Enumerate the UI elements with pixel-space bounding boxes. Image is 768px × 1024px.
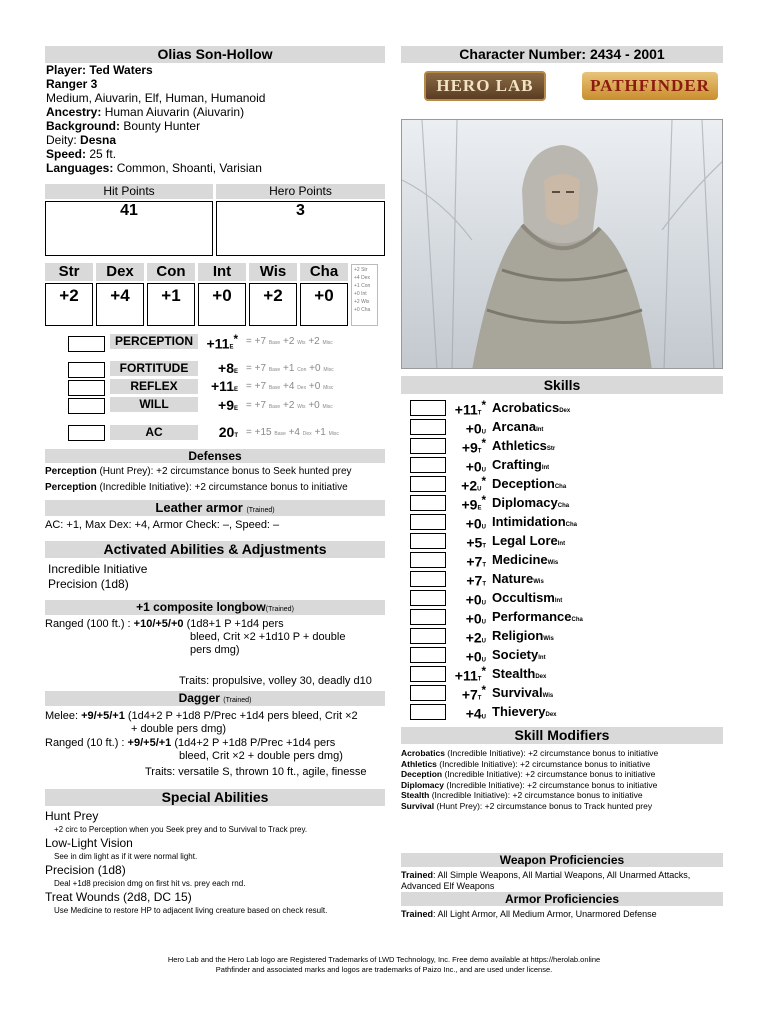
- ability-label-str: Str: [45, 263, 93, 281]
- reflex-label: REFLEX: [110, 379, 198, 394]
- longbow-traits: Traits: propulsive, volley 30, deadly d10: [179, 675, 372, 687]
- skill-value: +11T*: [454, 665, 486, 684]
- skill-value: +9T*: [461, 437, 486, 456]
- ability-value-str: +2: [45, 283, 93, 326]
- modifier-line: Deception (Incredible Initiative): +2 circumstance bonus to initiative: [401, 769, 656, 779]
- ac-value: 20T: [218, 424, 238, 440]
- footer: [0, 955, 768, 975]
- fortitude-value: +8E: [218, 360, 238, 376]
- armor-header: Leather armor (Trained): [45, 500, 385, 516]
- activated-list: [48, 562, 147, 592]
- pathfinder-logo: PATHFINDER: [582, 72, 718, 100]
- skill-value: +0U: [465, 648, 486, 665]
- ac-box[interactable]: [68, 425, 105, 441]
- ability-label-con: Con: [147, 263, 195, 281]
- background-line: Background: Bounty Hunter: [46, 119, 201, 133]
- longbow-header: +1 composite longbow(Trained): [45, 600, 385, 615]
- character-number: Character Number: 2434 - 2001: [401, 46, 723, 63]
- skill-name: ThieveryDex: [492, 704, 557, 719]
- armor-stats: AC: +1, Max Dex: +4, Armor Check: –, Speed: –: [45, 519, 280, 531]
- hit-points-value: 41: [120, 202, 138, 219]
- modifier-line: Diplomacy (Incredible Initiative): +2 circumstance bonus to initiative: [401, 779, 658, 790]
- boost-con: +1 Con: [354, 283, 371, 289]
- dagger-melee: Melee: +9/+5/+1 (1d4+2 P +1d8 P/Prec +1d4 pers bleed, Crit ×2: [45, 710, 358, 722]
- character-name: Olias Son-Hollow: [45, 46, 385, 63]
- class-level: Ranger 3: [46, 77, 98, 91]
- boost-int: +0 Int: [354, 291, 367, 297]
- skill-name: MedicineWis: [492, 552, 559, 567]
- perception-label: PERCEPTION: [110, 334, 198, 349]
- ability-label-int: Int: [198, 263, 246, 281]
- fortitude-calc: = +7 Base +1 Con +0 Misc: [246, 363, 334, 374]
- skill-value: +0U: [465, 420, 486, 437]
- character-portrait: [401, 119, 723, 369]
- hero-points-box[interactable]: [216, 201, 385, 256]
- special-header: Special Abilities: [45, 789, 385, 806]
- skill-value: +0U: [465, 610, 486, 627]
- portrait-illustration: [402, 120, 723, 369]
- skill-name: ReligionWis: [492, 628, 554, 643]
- player-line: Player: Ted Waters: [46, 63, 153, 77]
- dagger-ranged-cont: bleed, Crit ×2 + double pers dmg): [179, 750, 343, 762]
- skill-name: DeceptionCha: [492, 476, 567, 491]
- ability-label-wis: Wis: [249, 263, 297, 281]
- ac-label: AC: [110, 425, 198, 440]
- traits-line: Medium, Aiuvarin, Elf, Human, Humanoid: [46, 91, 266, 105]
- ability-value-wis: +2: [249, 283, 297, 326]
- skill-name: IntimidationCha: [492, 514, 578, 529]
- will-value: +9E: [218, 397, 238, 413]
- will-label: WILL: [110, 397, 198, 412]
- ability-value-con: +1: [147, 283, 195, 326]
- ability-boosts-box: [351, 264, 378, 326]
- skill-value: +5T: [466, 534, 486, 551]
- perception-value: +11E*: [206, 333, 238, 352]
- footer-line-2: Pathfinder and associated marks and logos are trademarks of Paizo Inc., and are used under license.: [215, 965, 553, 974]
- boost-str: +2 Str: [354, 267, 368, 273]
- dagger-header: Dagger (Trained): [45, 691, 385, 706]
- activated-item[interactable]: Incredible Initiative: [48, 562, 148, 576]
- skill-name: NatureWis: [492, 571, 544, 586]
- hit-points-box[interactable]: [45, 201, 213, 256]
- skill-name: AcrobaticsDex: [492, 400, 571, 415]
- skill-name: SocietyInt: [492, 647, 546, 662]
- modifier-line: Acrobatics (Incredible Initiative): +2 circumstance bonus to initiative: [401, 748, 659, 758]
- ability-label-dex: Dex: [96, 263, 144, 281]
- ability-label-cha: Cha: [300, 263, 348, 281]
- activated-header: Activated Abilities & Adjustments: [45, 541, 385, 558]
- skill-name: StealthDex: [492, 666, 547, 681]
- skills-header: Skills: [401, 376, 723, 394]
- weapon-prof-header: Weapon Proficiencies: [401, 853, 723, 867]
- armor-prof-text: Trained: All Light Armor, All Medium Armor, Unarmored Defense: [401, 909, 657, 919]
- reflex-value: +11E: [211, 378, 238, 394]
- perception-calc: = +7 Base +2 Wis +2 Misc: [246, 336, 333, 347]
- skill-value: +0U: [465, 515, 486, 532]
- skill-name: SurvivalWis: [492, 685, 554, 700]
- languages-line: Languages: Common, Shoanti, Varisian: [46, 161, 262, 175]
- boost-wis: +2 Wis: [354, 299, 370, 305]
- longbow-ranged: Ranged (100 ft.) : +10/+5/+0 (1d8+1 P +1d4 pers: [45, 618, 284, 630]
- longbow-ranged-cont: bleed, Crit ×2 +1d10 P + double pers dmg): [190, 631, 346, 656]
- special-list: [45, 809, 385, 917]
- special-item: Treat Wounds (2d8, DC 15) Use Medicine to restore HP to adjacent living creature based on check result.: [45, 890, 328, 915]
- armor-prof-header: Armor Proficiencies: [401, 892, 723, 906]
- skill-value: +4U: [465, 705, 486, 722]
- weapon-prof-text: Trained: All Simple Weapons, All Martial Weapons, All Unarmed Attacks, Advanced Elf Weapons: [401, 870, 691, 891]
- reflex-calc: = +7 Base +4 Dex +0 Misc: [246, 381, 334, 392]
- modifier-line: Stealth (Incredible Initiative): +2 circumstance bonus to initiative: [401, 790, 643, 800]
- skill-name: PerformanceCha: [492, 609, 583, 624]
- perception-box[interactable]: [68, 336, 105, 352]
- fortitude-box[interactable]: [68, 362, 105, 378]
- skill-name: CraftingInt: [492, 457, 550, 472]
- hero-points-value: 3: [296, 202, 305, 219]
- skill-value: +0U: [465, 458, 486, 475]
- ability-value-int: +0: [198, 283, 246, 326]
- skill-modifiers-header: Skill Modifiers: [401, 727, 723, 744]
- special-item: Low-Light Vision See in dim light as if it were normal light.: [45, 836, 198, 861]
- boost-dex: +4 Dex: [354, 275, 370, 281]
- reflex-box[interactable]: [68, 380, 105, 396]
- skill-value: +2U: [465, 629, 486, 646]
- dagger-traits: Traits: versatile S, thrown 10 ft., agile, finesse: [145, 766, 367, 778]
- skill-value: +9E*: [461, 494, 486, 513]
- skill-name: DiplomacyCha: [492, 495, 570, 510]
- skill-name: OccultismInt: [492, 590, 563, 605]
- special-item: Precision (1d8) Deal +1d8 precision dmg on first hit vs. prey each rnd.: [45, 863, 246, 888]
- ability-value-cha: +0: [300, 283, 348, 326]
- will-calc: = +7 Base +2 Wis +0 Misc: [246, 400, 333, 411]
- skill-name: Legal LoreInt: [492, 533, 566, 548]
- special-item: Hunt Prey +2 circ to Perception when you Seek prey and to Survival to Track prey.: [45, 809, 308, 834]
- ac-calc: = +15 Base +4 Dex +1 Misc: [246, 427, 339, 438]
- dagger-ranged: Ranged (10 ft.) : +9/+5/+1 (1d4+2 P +1d8 P/Prec +1d4 pers: [45, 737, 336, 749]
- defense-line-1: Perception (Hunt Prey): +2 circumstance bonus to Seek hunted prey: [45, 466, 352, 477]
- fortitude-label: FORTITUDE: [110, 361, 198, 376]
- dagger-melee-cont: + double pers dmg): [131, 723, 227, 735]
- skill-value: +7T: [466, 553, 486, 570]
- ancestry-line: Ancestry: Human Aiuvarin (Aiuvarin): [46, 105, 245, 119]
- skill-name: AthleticsStr: [492, 438, 556, 453]
- will-box[interactable]: [68, 398, 105, 414]
- speed-line: Speed: 25 ft.: [46, 147, 117, 161]
- hero-points-label: Hero Points: [216, 184, 385, 199]
- skill-name: ArcanaInt: [492, 419, 544, 434]
- ability-value-dex: +4: [96, 283, 144, 326]
- footer-line-1: Hero Lab and the Hero Lab logo are Registered Trademarks of LWD Technology, Inc. Free demo available at https://herolab.online: [167, 955, 601, 964]
- boost-cha: +0 Cha: [354, 307, 371, 313]
- character-info: [46, 63, 386, 175]
- hit-points-label: Hit Points: [45, 184, 213, 199]
- skill-value: +11T*: [454, 399, 486, 418]
- defense-line-2: Perception (Incredible Initiative): +2 circumstance bonus to initiative: [45, 482, 348, 493]
- defenses-header: Defenses: [45, 449, 385, 463]
- activated-item[interactable]: Precision (1d8): [48, 577, 129, 591]
- skill-modifiers-list: [401, 748, 658, 811]
- skill-value: +2U*: [461, 475, 486, 494]
- skill-value: +7T: [466, 572, 486, 589]
- herolab-logo: HERO LAB: [424, 71, 546, 101]
- skill-value: +7T*: [461, 684, 486, 703]
- modifier-line: Survival (Hunt Prey): +2 circumstance bonus to Track hunted prey: [401, 800, 653, 811]
- skill-value: +0U: [465, 591, 486, 608]
- modifier-line: Athletics (Incredible Initiative): +2 circumstance bonus to initiative: [401, 758, 651, 769]
- deity-line: Deity: Desna: [46, 133, 117, 147]
